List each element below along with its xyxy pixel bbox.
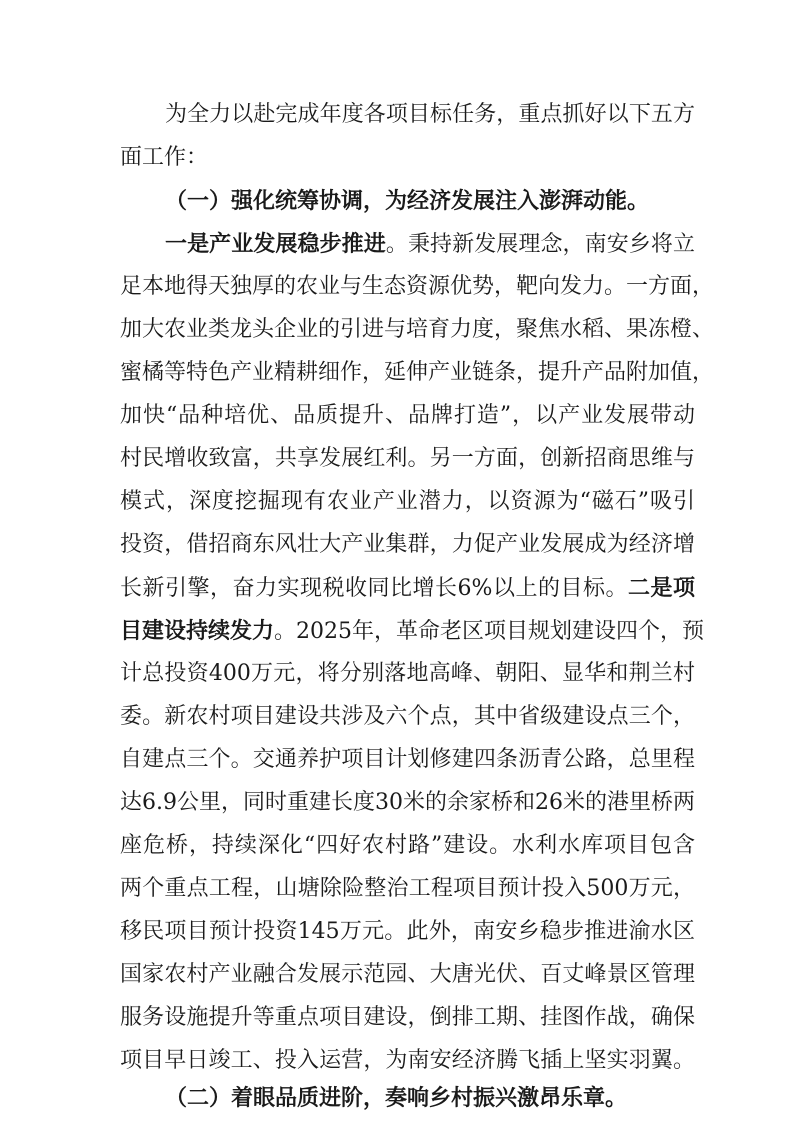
paragraph-line: 移民项目预计投资145万元。此外，南安乡稳步推进渝水区 (120, 919, 695, 944)
paragraph-line: 自建点三个。交通养护项目计划修建四条沥青公路，总里程 (120, 747, 695, 772)
point-2-title-end: 目建设持续发力 (120, 618, 275, 644)
point-2-text: 。2025年，革命老区项目规划建设四个，预 (274, 619, 705, 644)
paragraph-line: 达6.9公里，同时重建长度30米的余家桥和26米的港里桥两 (120, 790, 695, 815)
section-2-heading: （二）着眼品质进阶，奏响乡村振兴激昂乐章。 (165, 1085, 628, 1111)
point-1-title: 一是产业发展稳步推进 (165, 231, 386, 257)
paragraph-line: 国家农村产业融合发展示范园、大唐光伏、百丈峰景区管理 (120, 962, 695, 987)
paragraph-line: 蜜橘等特色产业精耕细作，延伸产业链条，提升产品附加值， (120, 360, 715, 385)
point-1-text: 。秉持新发展理念，南安乡将立 (385, 232, 695, 257)
section-1-heading: （一）强化统筹协调，为经济发展注入澎湃动能。 (165, 188, 650, 214)
paragraph-line: 加快“品种培优、品质提升、品牌打造”，以产业发展带动 (120, 403, 695, 428)
paragraph-line: 模式，深度挖掘现有农业产业潜力，以资源为“磁石”吸引 (120, 489, 695, 514)
paragraph-line: 计总投资400万元，将分别落地高峰、朝阳、显华和荆兰村 (120, 661, 695, 686)
paragraph-line: 委。新农村项目建设共涉及六个点，其中省级建设点三个， (120, 704, 695, 729)
paragraph-line: 两个重点工程，山塘除险整治工程项目预计投入500万元， (120, 876, 695, 901)
paragraph-line-with-point-2 (120, 570, 695, 606)
paragraph-line: 投资，借招商东风壮大产业集群，力促产业发展成为经济增 (120, 532, 695, 557)
intro-line-1: 为全力以赴完成年度各项目标任务，重点抓好以下五方 (165, 102, 695, 127)
paragraph-line: 足本地得天独厚的农业与生态资源优势，靶向发力。一方面， (120, 274, 715, 299)
paragraph-line: 村民增收致富，共享发展红利。另一方面，创新招商思维与 (120, 446, 695, 471)
paragraph-line: 座危桥，持续深化“四好农村路”建设。水利水库项目包含 (120, 833, 695, 858)
point-2-title-start: 二是项 (627, 575, 695, 601)
intro-line-2: 面工作： (120, 145, 209, 170)
point-2-first-line (120, 613, 705, 649)
paragraph-line: 项目早日竣工、投入运营，为南安经济腾飞插上坚实羽翼。 (120, 1048, 695, 1073)
point-1-first-line (165, 226, 695, 262)
paragraph-line: 加大农业类龙头企业的引进与培育力度，聚焦水稻、果冻橙、 (120, 317, 715, 342)
point-1-ending: 长新引擎，奋力实现税收同比增长6%以上的目标。 (120, 576, 628, 601)
paragraph-line: 服务设施提升等重点项目建设，倒排工期、挂图作战，确保 (120, 1005, 695, 1030)
